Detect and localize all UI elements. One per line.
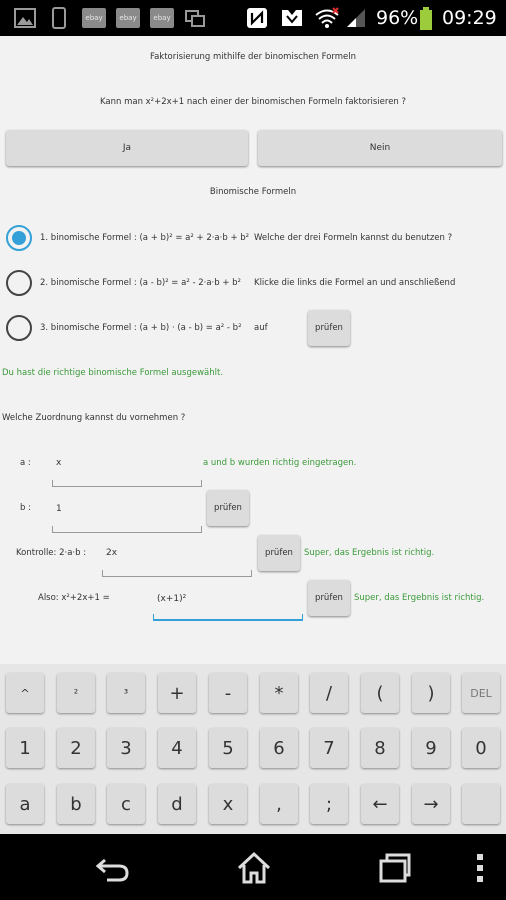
a-input[interactable] <box>52 450 202 476</box>
key-8[interactable]: 8 <box>361 728 399 768</box>
battery-icon <box>419 7 433 31</box>
control-feedback: Super, das Ergebnis ist richtig. <box>304 548 435 558</box>
key-2[interactable]: 2 <box>57 728 95 768</box>
control-label: Kontrolle: 2·a·b : <box>16 548 87 558</box>
formula-feedback: Du hast die richtige binomische Formel ausgewählt. <box>2 368 224 378</box>
recent-apps-icon <box>375 848 415 888</box>
back-icon <box>93 848 133 888</box>
key-5[interactable]: 5 <box>209 728 247 768</box>
result-input[interactable] <box>153 586 303 612</box>
key-1[interactable]: 1 <box>6 728 44 768</box>
key-6[interactable]: 6 <box>260 728 298 768</box>
back-button[interactable] <box>93 848 133 888</box>
wifi-icon <box>314 7 340 29</box>
key-0[interactable]: 0 <box>462 728 500 768</box>
key-comma[interactable]: , <box>260 784 298 824</box>
key-b[interactable]: b <box>57 784 95 824</box>
key-d[interactable]: d <box>158 784 196 824</box>
question-text: Kann man x²+2x+1 nach einer der binomischen Formeln faktorisieren ? <box>99 97 407 107</box>
assign-question: Welche Zuordnung kannst du vornehmen ? <box>2 413 186 423</box>
screen-mirror-icon <box>184 7 206 29</box>
app-content <box>0 36 506 664</box>
key-minus[interactable]: - <box>209 673 247 713</box>
battery-percent: 96% <box>376 7 419 29</box>
result-feedback: Super, das Ergebnis ist richtig. <box>354 593 485 603</box>
result-label: Also: x²+2x+1 = <box>38 593 110 603</box>
ebay-icon: ebay <box>116 8 140 28</box>
result-input-underline <box>153 614 303 621</box>
key-close-paren[interactable]: ) <box>412 673 450 713</box>
key-blank[interactable] <box>462 784 500 824</box>
formula-2-label[interactable]: 2. binomische Formel : (a - b)² = a² - 2·a·b + b² <box>40 278 241 288</box>
key-c[interactable]: c <box>107 784 145 824</box>
key-plus[interactable]: + <box>158 673 196 713</box>
status-bar <box>0 0 506 36</box>
a-input-underline <box>52 480 202 487</box>
navigation-bar <box>0 834 506 900</box>
check-control-button[interactable]: prüfen <box>258 535 300 571</box>
key-squared[interactable]: ² <box>57 673 95 713</box>
key-left-arrow[interactable]: ← <box>361 784 399 824</box>
math-keypad <box>0 664 506 834</box>
app-notification-icon <box>280 7 304 29</box>
b-label: b : <box>20 503 31 513</box>
overflow-menu-button[interactable] <box>460 848 500 888</box>
key-cubed[interactable]: ³ <box>107 673 145 713</box>
no-button[interactable]: Nein <box>258 130 502 166</box>
hint-line-2: Klicke die links die Formel an und anschließend <box>254 278 456 288</box>
hint-line-1: Welche der drei Formeln kannst du benutzen ? <box>254 233 453 243</box>
key-4[interactable]: 4 <box>158 728 196 768</box>
radio-formula-1[interactable] <box>6 225 32 251</box>
control-input-underline <box>102 570 252 577</box>
home-button[interactable] <box>234 848 274 888</box>
check-formula-button[interactable]: prüfen <box>308 310 350 346</box>
key-9[interactable]: 9 <box>412 728 450 768</box>
key-a[interactable]: a <box>6 784 44 824</box>
check-ab-button[interactable]: prüfen <box>207 490 249 526</box>
ebay-icon: ebay <box>150 8 174 28</box>
ebay-icon: ebay <box>82 8 106 28</box>
key-x[interactable]: x <box>209 784 247 824</box>
key-right-arrow[interactable]: → <box>412 784 450 824</box>
home-icon <box>234 848 274 888</box>
nfc-icon <box>246 7 268 29</box>
key-caret[interactable]: ^ <box>6 673 44 713</box>
radio-formula-2[interactable] <box>6 270 32 296</box>
phone-icon <box>52 7 66 29</box>
formula-3-label[interactable]: 3. binomische Formel : (a + b) · (a - b) = a² - b² <box>40 323 242 333</box>
b-input-underline <box>52 526 202 533</box>
formula-1-label[interactable]: 1. binomische Formel : (a + b)² = a² + 2·a·b + b² <box>40 233 250 243</box>
check-result-button[interactable]: prüfen <box>308 580 350 616</box>
recent-apps-button[interactable] <box>375 848 415 888</box>
control-input[interactable] <box>102 540 252 566</box>
key-open-paren[interactable]: ( <box>361 673 399 713</box>
page-title: Faktorisierung mithilfe der binomischen Formeln <box>149 52 357 62</box>
formulas-heading: Binomische Formeln <box>209 187 297 197</box>
key-divide[interactable]: / <box>310 673 348 713</box>
key-semicolon[interactable]: ; <box>310 784 348 824</box>
radio-formula-3[interactable] <box>6 315 32 341</box>
signal-icon <box>345 7 367 29</box>
gallery-icon <box>14 7 36 29</box>
a-label: a : <box>20 458 31 468</box>
yes-button[interactable]: Ja <box>6 130 248 166</box>
hint-line-3: auf <box>254 323 268 333</box>
clock: 09:29 <box>442 7 497 29</box>
key-7[interactable]: 7 <box>310 728 348 768</box>
key-3[interactable]: 3 <box>107 728 145 768</box>
more-vert-icon <box>460 848 500 888</box>
key-multiply[interactable]: * <box>260 673 298 713</box>
b-input[interactable] <box>52 496 202 522</box>
key-delete[interactable]: DEL <box>462 673 500 713</box>
ab-feedback: a und b wurden richtig eingetragen. <box>203 458 357 468</box>
